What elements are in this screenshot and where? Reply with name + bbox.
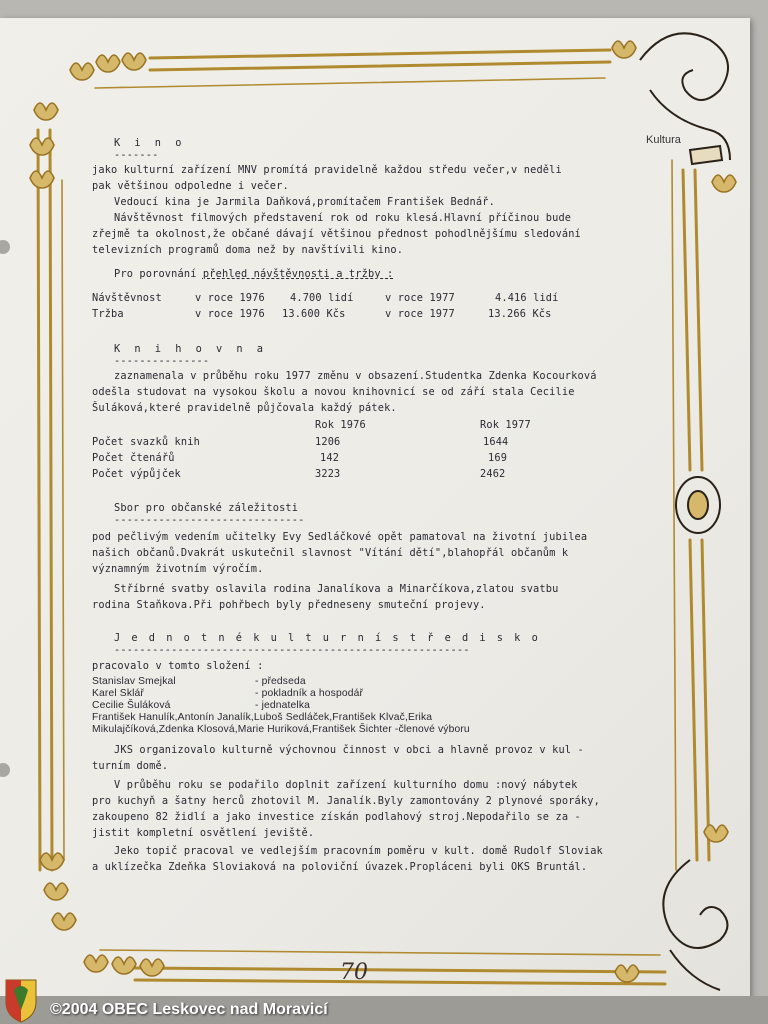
- table-cell: 169: [488, 452, 508, 464]
- stat-label: Tržba: [92, 308, 124, 320]
- stat-year: v roce 1977: [385, 308, 455, 320]
- compare-line: Pro porovnání přehled návštěvnosti a tržby :: [114, 268, 394, 280]
- stat-year: v roce 1976: [195, 292, 265, 304]
- stat-value: 13.600 Kčs: [282, 308, 346, 320]
- coat-of-arms-icon: [4, 976, 38, 1024]
- paragraph-line: V průběhu roku se podařilo doplnit zařízení kulturního domu :nový nábytek: [114, 779, 578, 791]
- paragraph-line: Vedoucí kina je Jarmila Daňková,promítačem František Bednář.: [114, 196, 495, 208]
- paragraph-line: jistit kompletní osvětlení jeviště.: [92, 827, 315, 839]
- paragraph-line: Šuláková,které pravidelně půjčovala každý pátek.: [92, 402, 397, 414]
- paragraph-line: pro kuchyň a šatny herců zhotovil M. Janalík.Byly zamontovány 2 plynové sporáky,: [92, 795, 600, 807]
- paragraph-line: turním domě.: [92, 760, 169, 772]
- member-role: - předseda: [255, 676, 306, 687]
- section-heading-knihovna: K n i h o v n a: [114, 343, 267, 355]
- members-line: František Hanulík,Antonín Janalík,Luboš Sedláček,František Klvač,Erika: [92, 712, 433, 723]
- section-heading-kino: K i n o: [114, 137, 186, 149]
- stat-year: v roce 1976: [195, 308, 265, 320]
- paragraph-line: odešla studovat na vysokou školu a novou knihovnicí se od září stala Cecilie: [92, 386, 575, 398]
- paragraph-line: Návštěvnost filmových představení rok od roku klesá.Hlavní příčinou bude: [114, 212, 572, 224]
- paragraph-line: pak většinou odpoledne i večer.: [92, 180, 289, 192]
- stat-value: 4.416 lidí: [495, 292, 559, 304]
- paragraph-line: Stříbrné svatby oslavila rodina Janalíkova a Minarčíkova,zlatou svatbu: [114, 583, 559, 595]
- side-label: Kultura: [646, 134, 681, 146]
- members-line: Mikulajčíková,Zdenka Klosová,Marie Huriková,František Šichter -členové výboru: [92, 724, 470, 735]
- table-row-label: Počet čtenářů: [92, 452, 175, 464]
- stat-value: 4.700 lidí: [290, 292, 354, 304]
- paragraph-line: našich občanů.Dvakrát uskutečnil slavnost "Vítání dětí",blahopřál občanům k: [92, 547, 569, 559]
- paragraph-line: rodina Staňkova.Při pohřbech byly předneseny smuteční projevy.: [92, 599, 486, 611]
- table-cell: 2462: [480, 468, 506, 480]
- paragraph-line: zaznamenala v průběhu roku 1977 změnu v obsazení.Studentka Zdenka Kocourková: [114, 370, 597, 382]
- table-cell: 1206: [315, 436, 341, 448]
- table-row-label: Počet výpůjček: [92, 468, 181, 480]
- page-number: 70: [340, 960, 368, 985]
- heading-underline: -------: [114, 149, 159, 161]
- column-header: Rok 1976: [315, 419, 366, 431]
- heading-underline: ------------------------------: [114, 514, 305, 526]
- paragraph-line: zřejmě ta okolnost,že občané dávají většinou přednost pohodlnějšímu sledování: [92, 228, 581, 240]
- member-name: Stanislav Smejkal: [92, 676, 176, 687]
- member-role: - jednatelka: [255, 700, 311, 711]
- paragraph-line: Jeko topič pracoval ve vedlejším pracovním poměru v kult. domě Rudolf Sloviak: [114, 845, 603, 857]
- member-role: - pokladník a hospodář: [255, 688, 364, 699]
- heading-underline: --------------------------------------------------------: [114, 644, 470, 656]
- copyright-text: ©2004 OBEC Leskovec nad Moravicí: [50, 1001, 328, 1018]
- section-heading-sbor: Sbor pro občanské záležitosti: [114, 502, 299, 514]
- member-name: Karel Sklář: [92, 688, 145, 699]
- paragraph-line: významným životním výročím.: [92, 563, 264, 575]
- column-header: Rok 1977: [480, 419, 531, 431]
- member-name: Cecilie Šuláková: [92, 700, 171, 711]
- paragraph-line: pod pečlivým vedením učitelky Evy Sedláčkové opět pamatoval na životní jubilea: [92, 531, 588, 543]
- section-heading-jks: J e d n o t n é k u l t u r n í s t ř e d i s k o: [114, 632, 541, 644]
- table-cell: 1644: [483, 436, 509, 448]
- table-row-label: Počet svazků knih: [92, 436, 200, 448]
- table-cell: 3223: [315, 468, 341, 480]
- heading-underline: ---------------: [114, 355, 210, 367]
- stat-value: 13.266 Kčs: [488, 308, 552, 320]
- table-cell: 142: [320, 452, 340, 464]
- stat-year: v roce 1977: [385, 292, 455, 304]
- paragraph-line: zakoupeno 82 židlí a jako investice získán podlahový stroj.Nepodařilo se za -: [92, 811, 581, 823]
- paragraph-line: jako kulturní zařízení MNV promítá pravidelně každou středu večer,v neděli: [92, 164, 562, 176]
- stat-label: Návštěvnost: [92, 292, 162, 304]
- paragraph-line: JKS organizovalo kulturně výchovnou činnost v obci a hlavně provoz v kul -: [114, 744, 584, 756]
- paragraph-line: pracovalo v tomto složení :: [92, 660, 264, 672]
- paragraph-line: televizních programů doma než by navštívili kino.: [92, 244, 404, 256]
- paragraph-line: a uklízečka Zdeňka Sloviaková na poloviční úvazek.Propláceni byli OKS Bruntál.: [92, 861, 588, 873]
- footer-bar: [0, 996, 768, 1024]
